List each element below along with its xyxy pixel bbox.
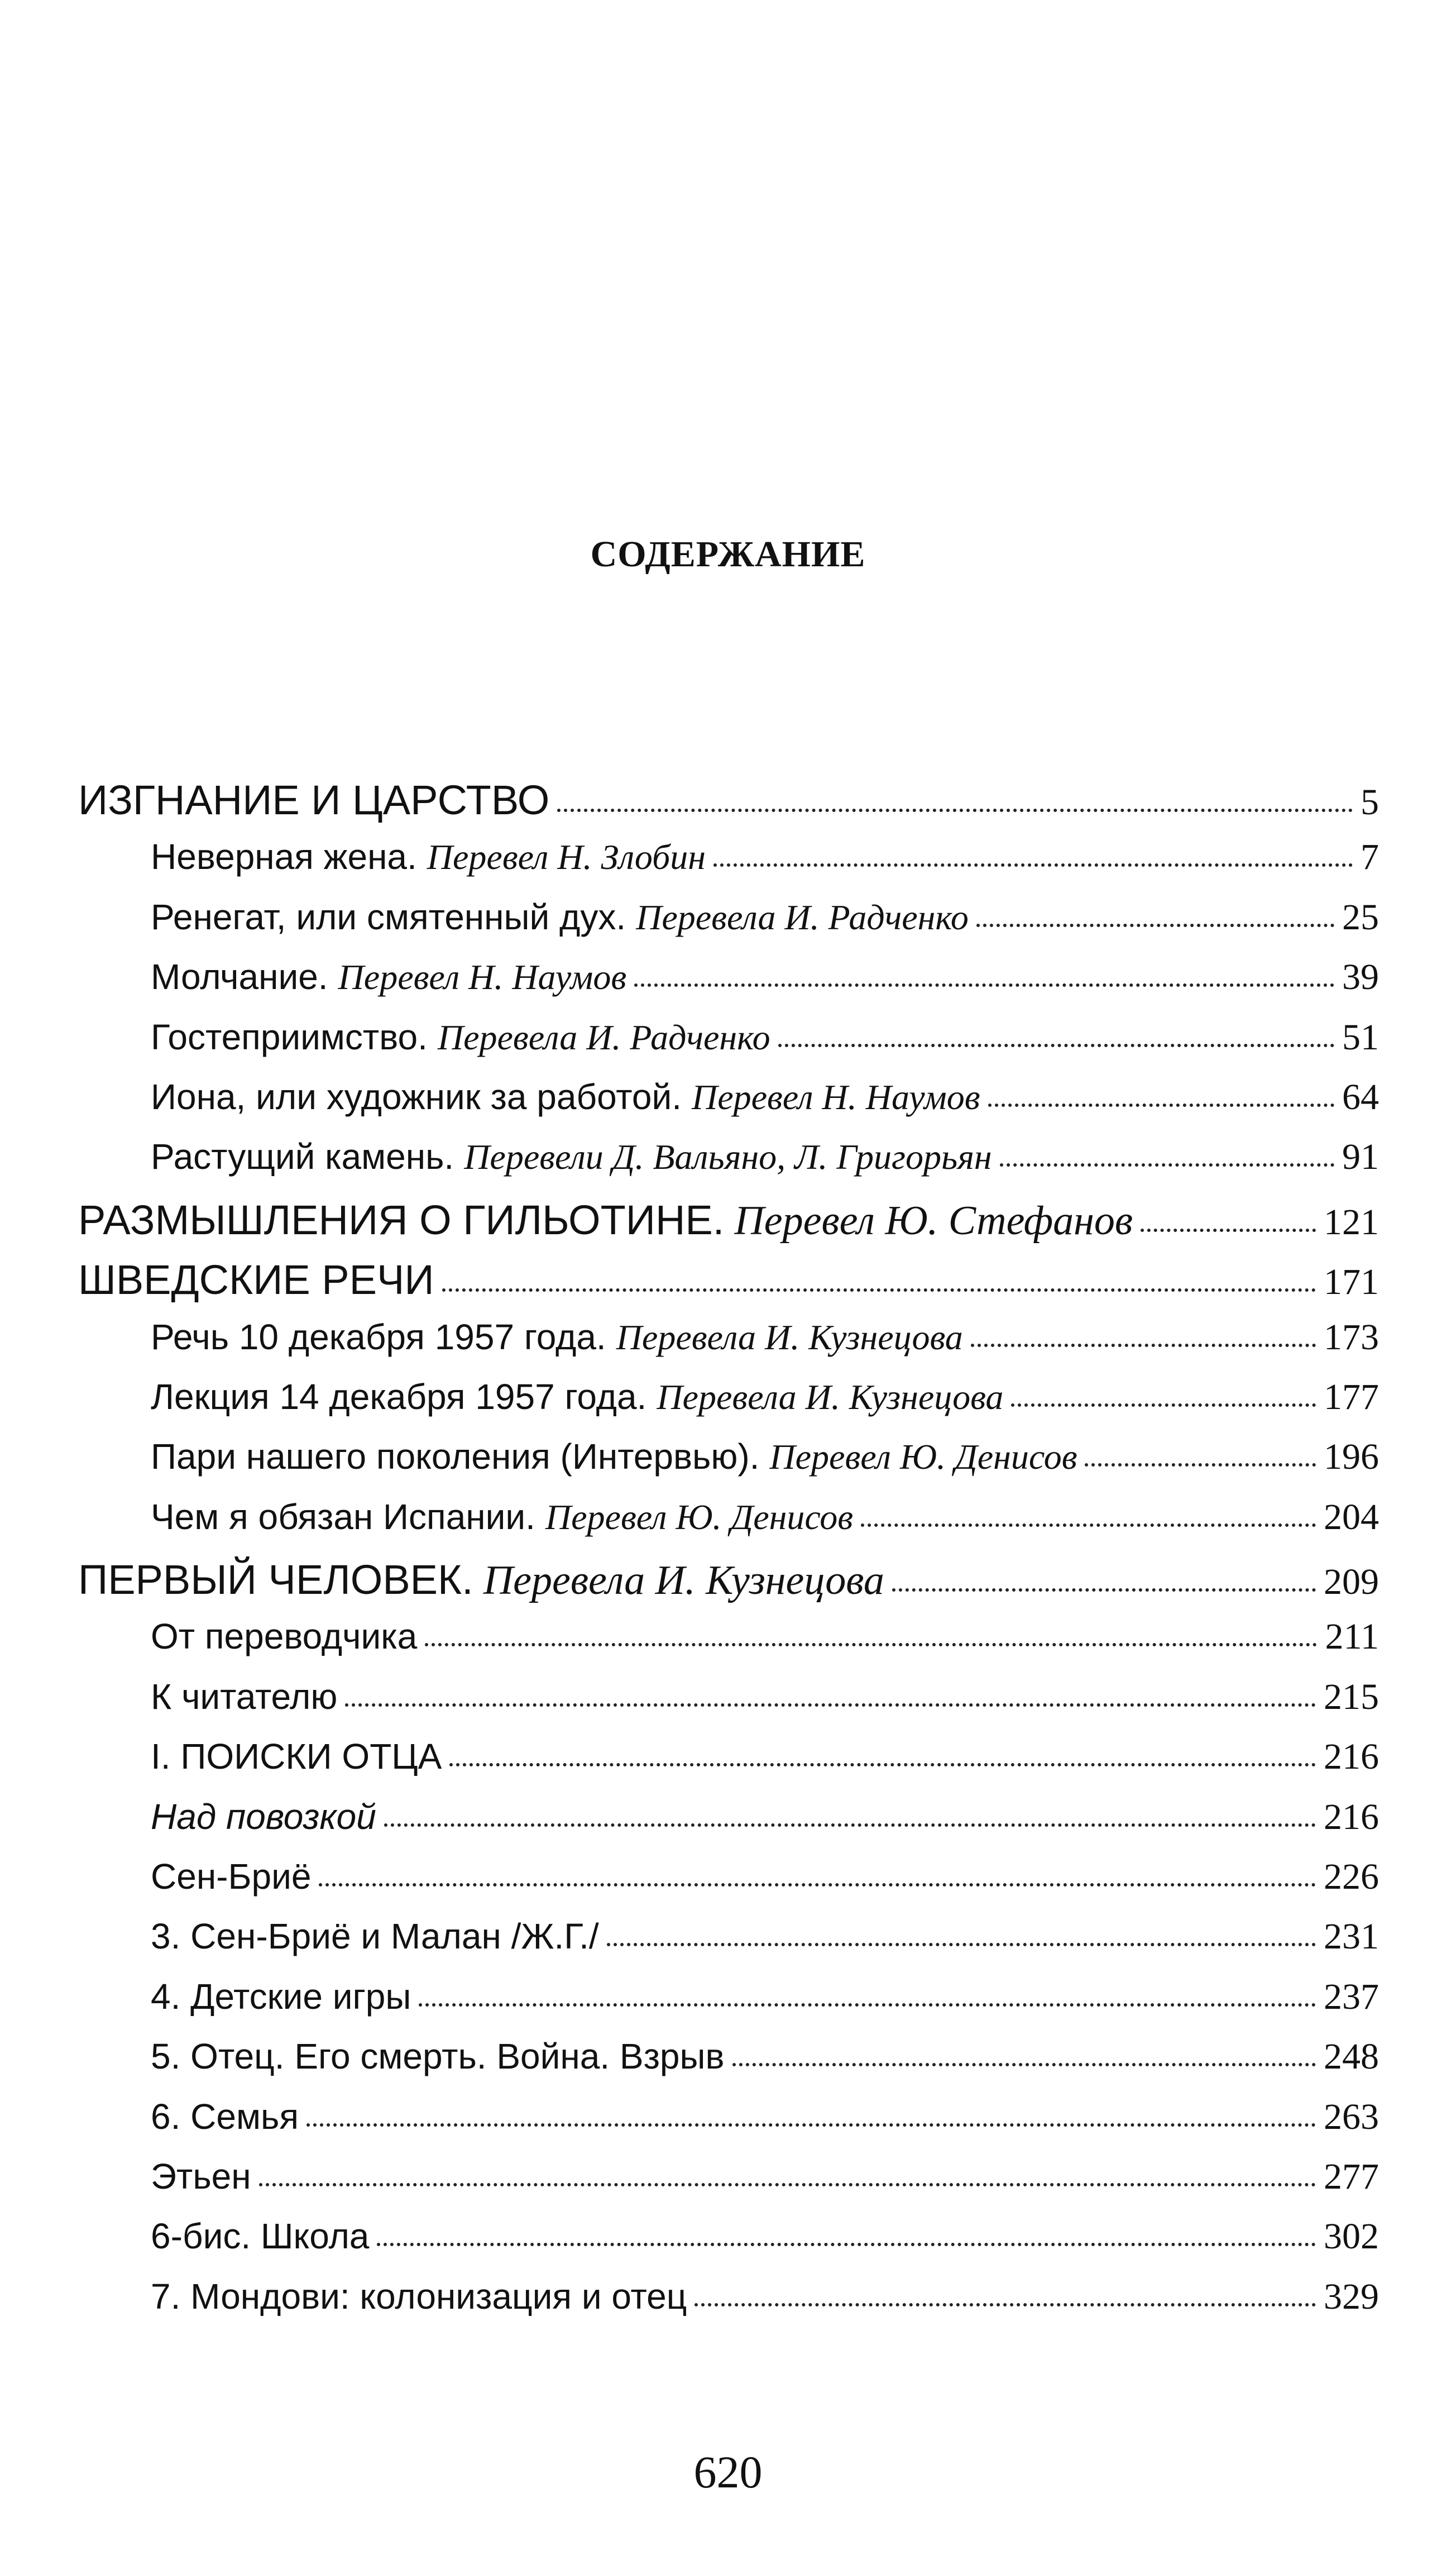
toc-page: 302: [1324, 2216, 1379, 2257]
toc-label: Гостеприимство.: [151, 1016, 428, 1057]
toc-item: [78, 836, 1379, 896]
toc-section-guillotine: [78, 1196, 1379, 1256]
leader-dots: [976, 924, 1334, 927]
toc-item: [78, 1316, 1379, 1376]
toc-page: 209: [1324, 1561, 1379, 1603]
toc-page: 5: [1361, 782, 1379, 823]
toc-page: 277: [1324, 2156, 1379, 2197]
leader-dots: [607, 1943, 1316, 1946]
toc-page: 231: [1324, 1916, 1379, 1957]
toc-label: Над повозкой: [151, 1796, 376, 1837]
leader-dots: [1141, 1229, 1316, 1232]
toc-item: [78, 1916, 1379, 1975]
toc-item: [78, 2215, 1379, 2275]
toc-translator: Перевела И. Кузнецова: [483, 1558, 884, 1604]
toc-page: 7: [1361, 837, 1379, 878]
toc-item: [78, 1076, 1379, 1136]
toc-label: Лекция 14 декабря 1957 года.: [151, 1376, 647, 1417]
toc-item: [78, 956, 1379, 1016]
toc-page: 64: [1342, 1076, 1379, 1117]
table-of-contents: [78, 776, 1379, 2335]
leader-dots: [1011, 1403, 1316, 1407]
toc-item: [78, 1796, 1379, 1856]
toc-label: ШВЕДСКИЕ РЕЧИ: [78, 1257, 434, 1303]
toc-label: РАЗМЫШЛЕНИЯ О ГИЛЬОТИНЕ.: [78, 1196, 725, 1243]
toc-item: [78, 1856, 1379, 1916]
toc-item: [78, 1976, 1379, 2036]
toc-page: 171: [1324, 1262, 1379, 1303]
toc-translator: Перевел Н. Злобин: [427, 837, 706, 877]
toc-label: Неверная жена.: [151, 837, 417, 877]
toc-label: Сен-Бриё: [151, 1856, 312, 1897]
toc-translator: Перевел Ю. Денисов: [769, 1437, 1077, 1477]
toc-label: I. ПОИСКИ ОТЦА: [151, 1736, 442, 1777]
toc-item: [78, 2276, 1379, 2335]
toc-page: 91: [1342, 1136, 1379, 1178]
toc-page: 216: [1324, 1736, 1379, 1778]
toc-page: 248: [1324, 2036, 1379, 2077]
toc-page: 237: [1324, 1976, 1379, 2017]
toc-label: 3. Сен-Бриё и Малан /Ж.Г./: [151, 1916, 599, 1957]
toc-item: [78, 2156, 1379, 2215]
leader-dots: [1000, 1163, 1334, 1167]
toc-page: 196: [1324, 1436, 1379, 1478]
toc-label: 6. Семья: [151, 2096, 299, 2137]
toc-item: [78, 1496, 1379, 1556]
toc-translator: Перевели Д. Вальяно, Л. Григорьян: [464, 1137, 992, 1177]
toc-label: Ренегат, или смятенный дух.: [151, 896, 626, 937]
page-title: СОДЕРЖАНИЕ: [590, 534, 866, 575]
toc-page: 177: [1324, 1376, 1379, 1417]
toc-translator: Перевел Ю. Денисов: [545, 1497, 853, 1537]
toc-section-exile: [78, 776, 1379, 836]
toc-label: ПЕРВЫЙ ЧЕЛОВЕК.: [78, 1556, 473, 1603]
toc-item: [78, 1616, 1379, 1675]
toc-page: 263: [1324, 2096, 1379, 2137]
toc-item: [78, 1676, 1379, 1736]
toc-page: 51: [1342, 1016, 1379, 1058]
toc-translator: Перевел Ю. Стефанов: [734, 1197, 1133, 1244]
leader-dots: [259, 2183, 1316, 2186]
toc-page: 329: [1324, 2276, 1379, 2317]
leader-dots: [425, 1643, 1317, 1646]
leader-dots: [442, 1288, 1316, 1292]
toc-translator: Перевел Н. Наумов: [691, 1077, 980, 1117]
leader-dots: [634, 983, 1334, 987]
leader-dots: [695, 2303, 1316, 2306]
toc-label: Иона, или художник за работой.: [151, 1076, 682, 1117]
leader-dots: [732, 2063, 1316, 2066]
leader-dots: [319, 1883, 1316, 1886]
toc-label: Чем я обязан Испании.: [151, 1496, 535, 1537]
toc-translator: Перевел Н. Наумов: [338, 957, 627, 997]
toc-page: 173: [1324, 1316, 1379, 1358]
leader-dots: [384, 1823, 1316, 1827]
toc-page: 25: [1342, 896, 1379, 938]
leader-dots: [306, 2123, 1316, 2127]
toc-page: 204: [1324, 1496, 1379, 1537]
leader-dots: [861, 1523, 1316, 1527]
toc-item: [78, 1376, 1379, 1436]
toc-label: Пари нашего поколения (Интервью).: [151, 1436, 760, 1477]
toc-page: 215: [1324, 1676, 1379, 1717]
toc-label: 6-бис. Школа: [151, 2216, 370, 2257]
toc-page: 216: [1324, 1796, 1379, 1837]
leader-dots: [1085, 1463, 1316, 1467]
toc-label: Этьен: [151, 2156, 251, 2196]
toc-label: От переводчика: [151, 1616, 418, 1657]
toc-item: [78, 1136, 1379, 1196]
toc-label: 7. Мондови: колонизация и отец: [151, 2276, 687, 2317]
toc-label: 4. Детские игры: [151, 1976, 411, 2017]
toc-item: [78, 2096, 1379, 2156]
toc-page: 121: [1324, 1201, 1379, 1243]
leader-dots: [892, 1588, 1316, 1592]
toc-item: [78, 2036, 1379, 2095]
toc-translator: Перевела И. Радченко: [636, 897, 969, 937]
leader-dots: [419, 2003, 1316, 2007]
leader-dots: [778, 1044, 1334, 1047]
toc-page: 226: [1324, 1856, 1379, 1898]
leader-dots: [377, 2243, 1316, 2246]
toc-page: 211: [1325, 1616, 1379, 1658]
leader-dots: [557, 809, 1353, 812]
leader-dots: [345, 1703, 1316, 1707]
leader-dots: [988, 1104, 1334, 1107]
toc-translator: Перевела И. Кузнецова: [657, 1377, 1004, 1417]
leader-dots: [971, 1344, 1316, 1347]
toc-label: Растущий камень.: [151, 1136, 454, 1177]
toc-item: [78, 896, 1379, 956]
toc-item: [78, 1436, 1379, 1496]
toc-label: К читателю: [151, 1676, 338, 1717]
toc-label: 5. Отец. Его смерть. Война. Взрыв: [151, 2036, 725, 2077]
toc-section-swedish-speeches: [78, 1256, 1379, 1316]
toc-translator: Перевела И. Кузнецова: [616, 1317, 963, 1357]
toc-item: [78, 1016, 1379, 1076]
toc-page: 39: [1342, 957, 1379, 998]
toc-label: Речь 10 декабря 1957 года.: [151, 1316, 606, 1357]
toc-section-first-man: [78, 1556, 1379, 1616]
toc-item: [78, 1736, 1379, 1795]
leader-dots: [713, 863, 1353, 867]
leader-dots: [449, 1763, 1316, 1766]
toc-translator: Перевела И. Радченко: [437, 1017, 770, 1057]
page-number: 620: [693, 2447, 763, 2497]
toc-label: Молчание.: [151, 957, 328, 997]
toc-label: ИЗГНАНИЕ И ЦАРСТВО: [78, 777, 550, 823]
